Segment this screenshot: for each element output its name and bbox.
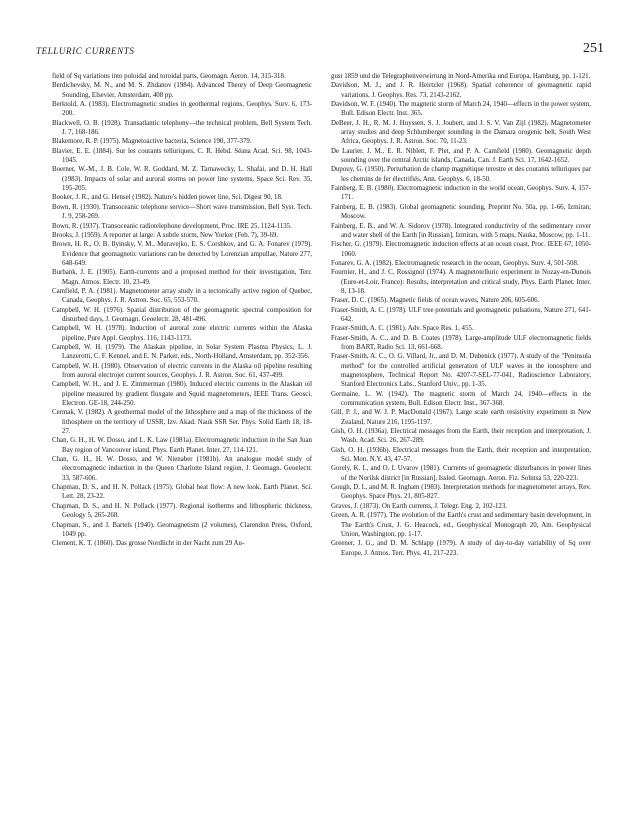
reference-entry: Gorely, K. I., and O. I. Uvarov (1981). Currents of geomagnetic disturbances in power lines of the Norilsk district [in Russian], Issled. Geomagn. Aeron. Fiz. Solntsa 53, 220-223. [331,465,591,482]
reference-entry: Fraser-Smith, A. C., and D. B. Coates (1978). Large-amplitude ULF electromagnetic fields from BART, Radio Sci. 13, 661-668. [331,334,591,351]
reference-entry: Blakemore, R. P. (1975). Magnetoactive bacteria, Science 190, 377-379. [52,138,252,146]
reference-entry: Fainberg, E. B., and W. A. Sidorov (1978). Integrated conductivity of the sedimentary cover and water shell of the Earth [in Russian], Izmiran, with 5 maps, Nauka, Moscow, pp. 1-11. [331,222,591,239]
reference-entry: Campbell, W. H. (1980). Observation of electric currents in the Alaska oil pipeline resulting from auroral electrojet current sources, Geophys. J. R. Astron. Soc. 61, 437-499. [52,362,312,379]
reference-entry: Bown, R. (1937). Transoceanic radiotelephone development, Proc. IRE 25, 1124-1135. [52,222,292,230]
reference-entry: field of Sq variations into poloidal and toroidal parts, Geomagn. Aeron. 14, 315-318. [52,73,286,80]
reference-entry: Boerner, W.-M., J. B. Cole, W. R. Goddard, M. Z. Tarnawecky, L. Shafai, and D. H. Hall (1983). Impacts of solar and auroral storms on power line systems, Space Sci. Rev. 35, 195-205. [52,166,312,193]
reference-entry: Berdichevsky, M. N., and M. S. Zhdanov (1984). Advanced Theory of Deep Geomagnetic Sounding, Elsevier, Amsterdam, 408 pp. [52,82,312,99]
reference-entry: Chapman, D. S., and H. N. Pollack (1975). Global heat flow: A new look, Earth Planet. Sci. Lett. 28, 23-22. [52,484,312,501]
reference-entry: Fainberg, E. B. (1980). Electromagnetic induction in the world ocean, Geophys. Surv. 4, 157-171. [331,185,591,202]
reference-entry: Brooks, J. (1959). A reporter at large: A subtle storm, New Yorker (Feb. 7), 39-69. [52,231,279,239]
reference-entry: Gish, O. H. (1936b). Electrical messages from the Earth, their reception and interpretation, Sci. Mon. N.Y. 43, 47-57. [331,446,591,464]
reference-entry: Fraser-Smith, A. C. (1978). ULF tree potentials and geomagnetic pulsations, Nature 271, 641-642. [331,306,591,323]
reference-entry: Graves, J. (1873). On Earth currents, J. Telegr. Eng. 2, 102-123. [331,502,508,510]
reference-entry: Brown, H. R., O. B. Ilyinsky, V. M., Muravejko, E. S. Corshkov, and G. A. Fonarev (1979). Evidence that geomagnetic variations can be detected by Lorenzian ampullae, Nature 277, 648-649. [52,241,312,267]
reference-entry: Camfield, P. A. (1981). Magnetometer array study in a tectonically active region of Quebec, Canada, Geophys. J. R. Astron. Soc. 65, 553-570. [52,287,312,305]
reference-entry: Davidson, W. F. (1940). The magnetic storm of March 24, 1940—effects in the power system, Bull. Edison Electr. Inst. 365. [331,101,591,118]
reference-entry: Booker, J. R., and G. Hensel (1982). Nature's hidden power line, Sci. Digest 90, 18. [52,194,283,202]
reference-entry: Fischer, G. (1979). Electromagnetic induction effects at an ocean coast, Proc. IEEE 67, 1050-1060. [331,241,591,258]
reference-entry: Greener, J. G., and D. M. Schlapp (1979). A study of day-to-day variability of Sq over Europe, J. Atmos. Terr. Phys. 41, 217-223. [331,540,591,557]
reference-entry: Davidson, M. J., and J. R. Heirtzler (1968). Spatial coherence of geomagnetic rapid variations, J. Geophys. Res. 73, 2143-2162. [331,82,591,99]
references-right-column [331,72,591,558]
reference-entry: Chapman, D. S., and H. N. Pollack (1977). Regional isotherms and lithospheric thickness, Geology 5, 265-268. [52,502,312,520]
reference-entry: Gough, D. I., and M. R. Ingham (1983). Interpretation methods for magnetometer arrays, Rev. Geophys. Space Phys. 21, 805-827. [331,484,591,501]
reference-entry: Fraser-Smith, A. C., O. G. Villard, Jr., and D. M. Dubenick (1977). A study of the "Peninsula method" for the controlled artificial generation of ULF waves in the ionosphere and magnetosphere, Technical Report No. 4207-7-SEL-77-041, Radioscience Laboratory, Stanford Electronics Labs., Stanford Univ., pp. 1-35. [331,353,591,389]
reference-entry: Fraser-Smith, A. C. (1981). Adv. Space Res. 1, 455. [331,325,474,333]
reference-entry: Fonarev, G. A. (1982). Electromagnetic research in the ocean, Geophys. Surv. 4, 501-508. [331,259,579,267]
reference-entry: Cermak, V. (1982). A geothermal model of the lithosphere and a map of the thickness of the lithosphere on the territory of USSR, Izv. Akad. Nauk SSR Ser. Phys. Solid Earth 18, 18-27. [52,409,312,436]
reference-entry: Blackwell, O. B. (1928). Transatlantic telephony—the technical problem, Bell System Tech. J. 7, 168-186. [52,119,312,137]
references-left-column [52,72,312,549]
reference-entry: gust 1859 und die Telegraphenverwirrung in Nord-Amerika und Europa, Hamburg, pp. 1-121. [331,73,591,80]
reference-entry: Berktold, A. (1983). Electromagnetic studies in geothermal regions, Geophys. Surv. 6, 173-200. [52,101,312,118]
reference-entry: Bown, R. (1930). Transoceanic telephone service—Short wave transmission, Bell Syst. Tech. J. 9, 258-269. [52,203,312,221]
reference-entry: Fainberg, E. B. (1983). Global geomagnetic sounding, Preprint No. 50a, pp. 1-66, Izmiran, Moscow. [331,203,591,221]
reference-entry: Gill, P. J., and W. J. P. MacDonald (1967). Large scale earth resistivity experiment in New Zealand, Nature 216, 1195-1197. [331,409,591,426]
reference-entry: Green, A. R. (1977). The evolution of the Earth's crust and sedimentary basin development, in The Earth's Crust, J. G. Heacock, ed., Geophysical Monograph 20, Am. Geophysical Union, Washington, pp. 1-17. [331,512,591,538]
reference-entry: Chapman, S., and J. Bartels (1940). Geomagnetism (2 volumes), Clarendon Press, Oxford, 1049 pp. [52,521,312,538]
page-header [36,41,604,61]
reference-entry: Campbell, W. H. (1979). The Alaskan pipeline, in Solar System Plasma Physics, L. J. Lanzerotti, C. F. Kennel, and E. N. Parker, eds., North-Holland, Amsterdam, pp. 352-356. [52,343,312,361]
reference-entry: Burbank, J. E. (1905). Earth-currents and a proposed method for their investigation, Terr. Magn. Atmos. Electr. 10, 23-49. [52,269,312,286]
reference-entry: Campbell, W. H., and J. E. Zimmerman (1980). Induced electric currents in the Alaskan oil pipeline measured by gradient fluxgate and Squid magnetometers, IEEE Trans. Geosci. Electron. GE-18, 244-250. [52,381,312,408]
reference-entry: Campbell, W. H. (1978). Induction of auroral zone electric currents within the Alaska pipeline, Pure Appl. Geophys. 116, 1143-1173. [52,325,312,342]
reference-entry: De Laurier, J. M., E. R. Niblett, F. Plet, and P. A. Camfield (1980). Geomagnetic depth sounding over the central Arctic islands, Canada, Can. J. Earth Sci. 17, 1642-1652. [331,147,591,165]
reference-entry: Blavier, E. E. (1884). Sur les courants telluriques, C. R. Hebd. Séana Acad. Sci. 98, 1043-1045. [52,147,312,165]
reference-entry: Chan, G. H., H. W. Dosso, and L. K. Law (1981a). Electromagnetic induction in the San Juan Bay region of Vancouver island, Phys. Earth Planet. Inter. 27, 114-121. [52,437,312,454]
reference-entry: Campbell, W. H. (1976). Spatial distribution of the geomagnetic spectral composition for disturbed days, J. Geomagn. Geoelectr. 28, 481-496. [52,306,312,323]
reference-entry: Gish, O. H. (1936a). Electrical messages from the Earth, their reception and interpretation, J. Wash. Acad. Sci. 26, 267-289. [331,428,591,445]
page-number: 251 [583,41,604,56]
reference-entry: Fraser, D. C. (1965). Magnetic fields of ocean waves, Nature 206, 605-606. [331,297,540,305]
reference-entry: Chan, G. H., H. W. Dosso, and W. Nienaber (1981b). An analogue model study of electromagnetic induction in the Queen Charlotte Island region, J. Geomagn. Geoelectr. 33, 587-606. [52,456,312,482]
reference-entry: DeBeer, J. H., R. M. J. Huyssen, S. J. Joubert, and J. S. V. Van Zijl (1982). Magnetometer array studies and deep Schlumberger sounding in the Damara orogenic belt, South West Africa, Geophys. J. R. Astron. Soc. 70, 11-23. [331,119,591,146]
running-title: TELLURIC CURRENTS [36,46,135,56]
reference-entry: Dupouy, G. (1950). Perturbation de champ magnétique terestre et des courants telluriques par les chemins de fer électrifiés, Ann. Geophys. 6, 18-50. [331,166,591,183]
reference-entry: Clement, K. T. (1860). Das grosse Nordlicht in der Nacht zum 29 Au- [52,540,245,548]
reference-entry: Fournier, H., and J. C. Rossignol (1974). A magnetotelluric experiment in Nozay-en-Dunois (Eure-et-Loir, France): Results, interpretation and critical study, Phys. Earth Planet. Inter. 8, 13-18. [331,269,591,295]
reference-entry: Germaine, L. W. (1942). The magnetic storm of March 24, 1940—effects in the communication system, Bull. Edison Electr. Inst., 367-368. [331,390,591,408]
